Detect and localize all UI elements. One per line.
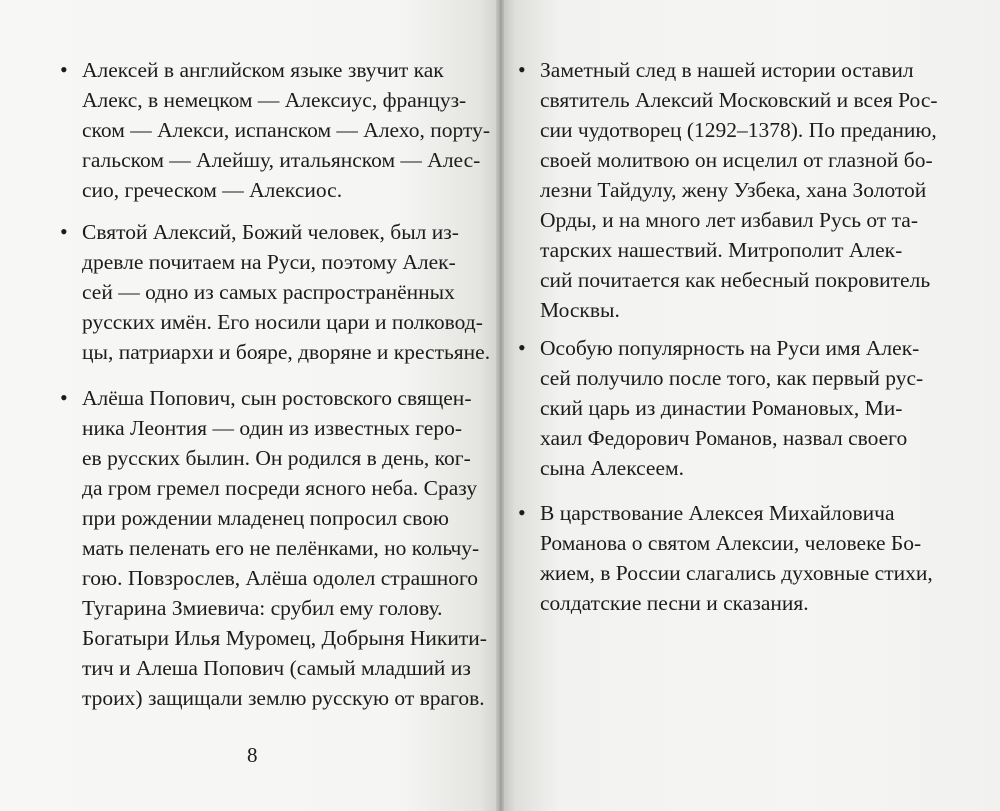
text-line: В царствование Алексея Михайловича xyxy=(540,501,895,525)
text-line: ском — Алекси, испанском — Алехо, порту- xyxy=(82,118,490,142)
text-line: лезни Тайдулу, жену Узбека, хана Золотой xyxy=(540,178,927,202)
text-line: Алекс, в немецком — Алексиус, француз- xyxy=(82,88,467,112)
text-line: Тугарина Змиевича: срубил ему голову. xyxy=(82,596,443,620)
text-line: тарских нашествий. Митрополит Алек- xyxy=(540,238,903,262)
page-number: 8 xyxy=(247,743,258,767)
text-line: жием, в России слагались духовные стихи, xyxy=(540,561,933,585)
text-line: ев русских былин. Он родился в день, ког- xyxy=(82,446,471,470)
text-line: Особую популярность на Руси имя Алек- xyxy=(540,336,920,360)
bullet-marker: • xyxy=(60,219,68,244)
text-line: троих) защищали землю русскую от врагов. xyxy=(82,686,485,710)
text-line: да гром гремел посреди ясного неба. Сразу xyxy=(82,476,478,500)
text-line: сына Алексеем. xyxy=(540,456,684,480)
text-line: Богатыри Илья Муромец, Добрыня Никити- xyxy=(82,626,487,650)
text-line: ский царь из династии Романовых, Ми- xyxy=(540,396,903,420)
text-line: тич и Алеша Попович (самый младший из xyxy=(82,656,471,680)
text-line: Алёша Попович, сын ростовского священ- xyxy=(82,386,472,410)
text-line: гою. Повзрослев, Алёша одолел страшного xyxy=(82,566,479,590)
text-line: Орды, и на много лет избавил Русь от та- xyxy=(540,208,919,232)
text-line: цы, патриархи и бояре, дворяне и крестьяне. xyxy=(82,340,491,364)
text-line: гальском — Алейшу, итальянском — Алес- xyxy=(82,148,481,172)
bullet-marker: • xyxy=(60,385,68,410)
text-line: сей получило после того, как первый рус- xyxy=(540,366,924,390)
text-line: хаил Федорович Романов, назвал своего xyxy=(540,426,908,450)
text-line: ника Леонтия — один из известных геро- xyxy=(82,416,463,440)
bullet-marker: • xyxy=(60,57,68,82)
text-line: сио, греческом — Алексиос. xyxy=(82,178,343,202)
text-line: солдатские песни и сказания. xyxy=(540,591,809,615)
text-line: Святой Алексий, Божий человек, был из- xyxy=(82,220,459,244)
book-gutter xyxy=(496,0,504,811)
text-line: при рождении младенец попросил свою xyxy=(82,506,449,530)
text-line: Заметный след в нашей истории оставил xyxy=(540,58,914,82)
text-line: древле почитаем на Руси, поэтому Алек- xyxy=(82,250,456,274)
text-line: сий почитается как небесный покровитель xyxy=(540,268,931,292)
bullet-marker: • xyxy=(518,335,526,360)
text-line: мать пеленать его не пелёнками, но кольчу- xyxy=(82,536,480,560)
text-line: Алексей в английском языке звучит как xyxy=(82,58,444,82)
bullet-marker: • xyxy=(518,500,526,525)
text-line: святитель Алексий Московский и всея Рос- xyxy=(540,88,938,112)
text-line: сей — одно из самых распространённых xyxy=(82,280,455,304)
text-line: Москвы. xyxy=(540,298,620,322)
text-line: Романова о святом Алексии, человеке Бо- xyxy=(540,531,922,555)
text-line: русских имён. Его носили цари и полковод- xyxy=(82,310,483,334)
text-line: своей молитвою он исцелил от глазной бо- xyxy=(540,148,933,172)
bullet-marker: • xyxy=(518,57,526,82)
right-page xyxy=(500,0,1000,811)
text-line: сии чудотворец (1292–1378). По преданию, xyxy=(540,118,937,142)
